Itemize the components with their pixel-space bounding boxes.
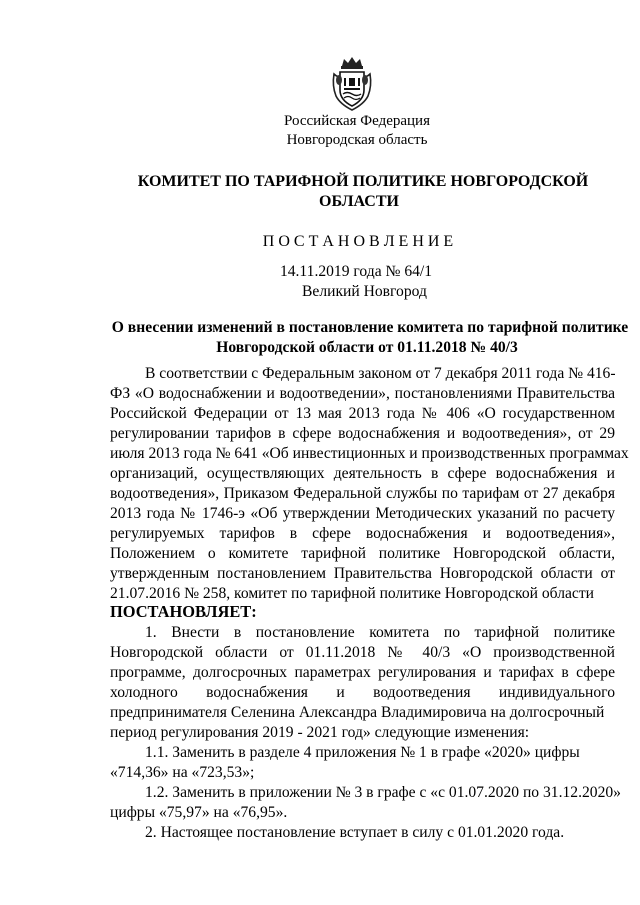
document-type: П О С Т А Н О В Л Е Н И Е <box>262 233 454 250</box>
preamble-line: Российской Федерации от 13 мая 2013 года № 406 «О государственном <box>110 405 615 422</box>
preamble-line: водоотведения», Приказом Федеральной службы по тарифам от 27 декабря <box>110 485 615 502</box>
preamble-line: Положением о комитете тарифной политике Новгородской области, <box>110 545 615 562</box>
item-1-line: холодного водоснабжения и водоотведения индивидуального <box>110 684 615 701</box>
preamble-line: июля 2013 года № 641 «Об инвестиционных и производственных программах <box>110 445 629 462</box>
committee-name-line2: ОБЛАСТИ <box>319 193 399 210</box>
item-1-line: период регулирования 2019 - 2021 год» следующие изменения: <box>110 724 530 741</box>
item-1-line: 1. Внести в постановление комитета по тарифной политике <box>145 624 615 641</box>
item-1-2-line: 1.2. Заменить в приложении № 3 в графе с «с 01.07.2020 по 31.12.2020» <box>145 784 621 801</box>
preamble-line: В соответствии с Федеральным законом от 7 декабря 2011 года № 416- <box>145 365 616 382</box>
item-1-line: программе, долгосрочных параметрах регулирования и тарифах в сфере <box>110 664 615 681</box>
document-title-line1: О внесении изменений в постановление комитета по тарифной политике <box>111 319 629 336</box>
item-2: 2. Настоящее постановление вступает в силу с 01.01.2020 года. <box>145 824 565 841</box>
city: Великий Новгород <box>302 283 427 300</box>
preamble-line: ФЗ «О водоснабжении и водоотведении», постановлениями Правительства <box>110 385 615 402</box>
resolves-heading: ПОСТАНОВЛЯЕТ: <box>110 602 257 621</box>
preamble-line: 21.07.2016 № 258, комитет по тарифной политике Новгородской области <box>110 585 594 602</box>
item-1-2-line: цифры «75,97» на «76,95». <box>110 804 288 821</box>
committee-name-line1: КОМИТЕТ ПО ТАРИФНОЙ ПОЛИТИКЕ НОВГОРОДСКОЙ <box>137 173 589 190</box>
document-title-line2: Новгородской области от 01.11.2018 № 40/3 <box>216 339 518 356</box>
coat-of-arms-icon <box>330 56 374 112</box>
preamble-line: регулируемых тарифов в сфере водоснабжения и водоотведения», <box>110 525 615 542</box>
country-name: Российская Федерация <box>284 113 430 129</box>
preamble-line: 2013 года № 1746-э «Об утверждении Методических указаний по расчету <box>110 505 615 522</box>
date-number: 14.11.2019 года № 64/1 <box>279 263 433 280</box>
item-1-line: Новгородской области от 01.11.2018 № 40/3 «О производственной <box>110 644 615 661</box>
region-name: Новгородская область <box>286 132 428 148</box>
preamble-line: регулировании тарифов в сфере водоснабжения и водоотведения», от 29 <box>110 425 615 442</box>
item-1-line: предпринимателя Селенина Александра Владимировича на долгосрочный <box>110 704 605 721</box>
item-1-1-line: «714,36» на «723,53»; <box>110 764 255 781</box>
preamble-line: утвержденным постановлением Правительства Новгородской области от <box>110 565 615 582</box>
item-1-1-line: 1.1. Заменить в разделе 4 приложения № 1 в графе «2020» цифры <box>145 744 580 761</box>
preamble-line: организаций, осуществляющих деятельность в сфере водоснабжения и <box>110 465 615 482</box>
